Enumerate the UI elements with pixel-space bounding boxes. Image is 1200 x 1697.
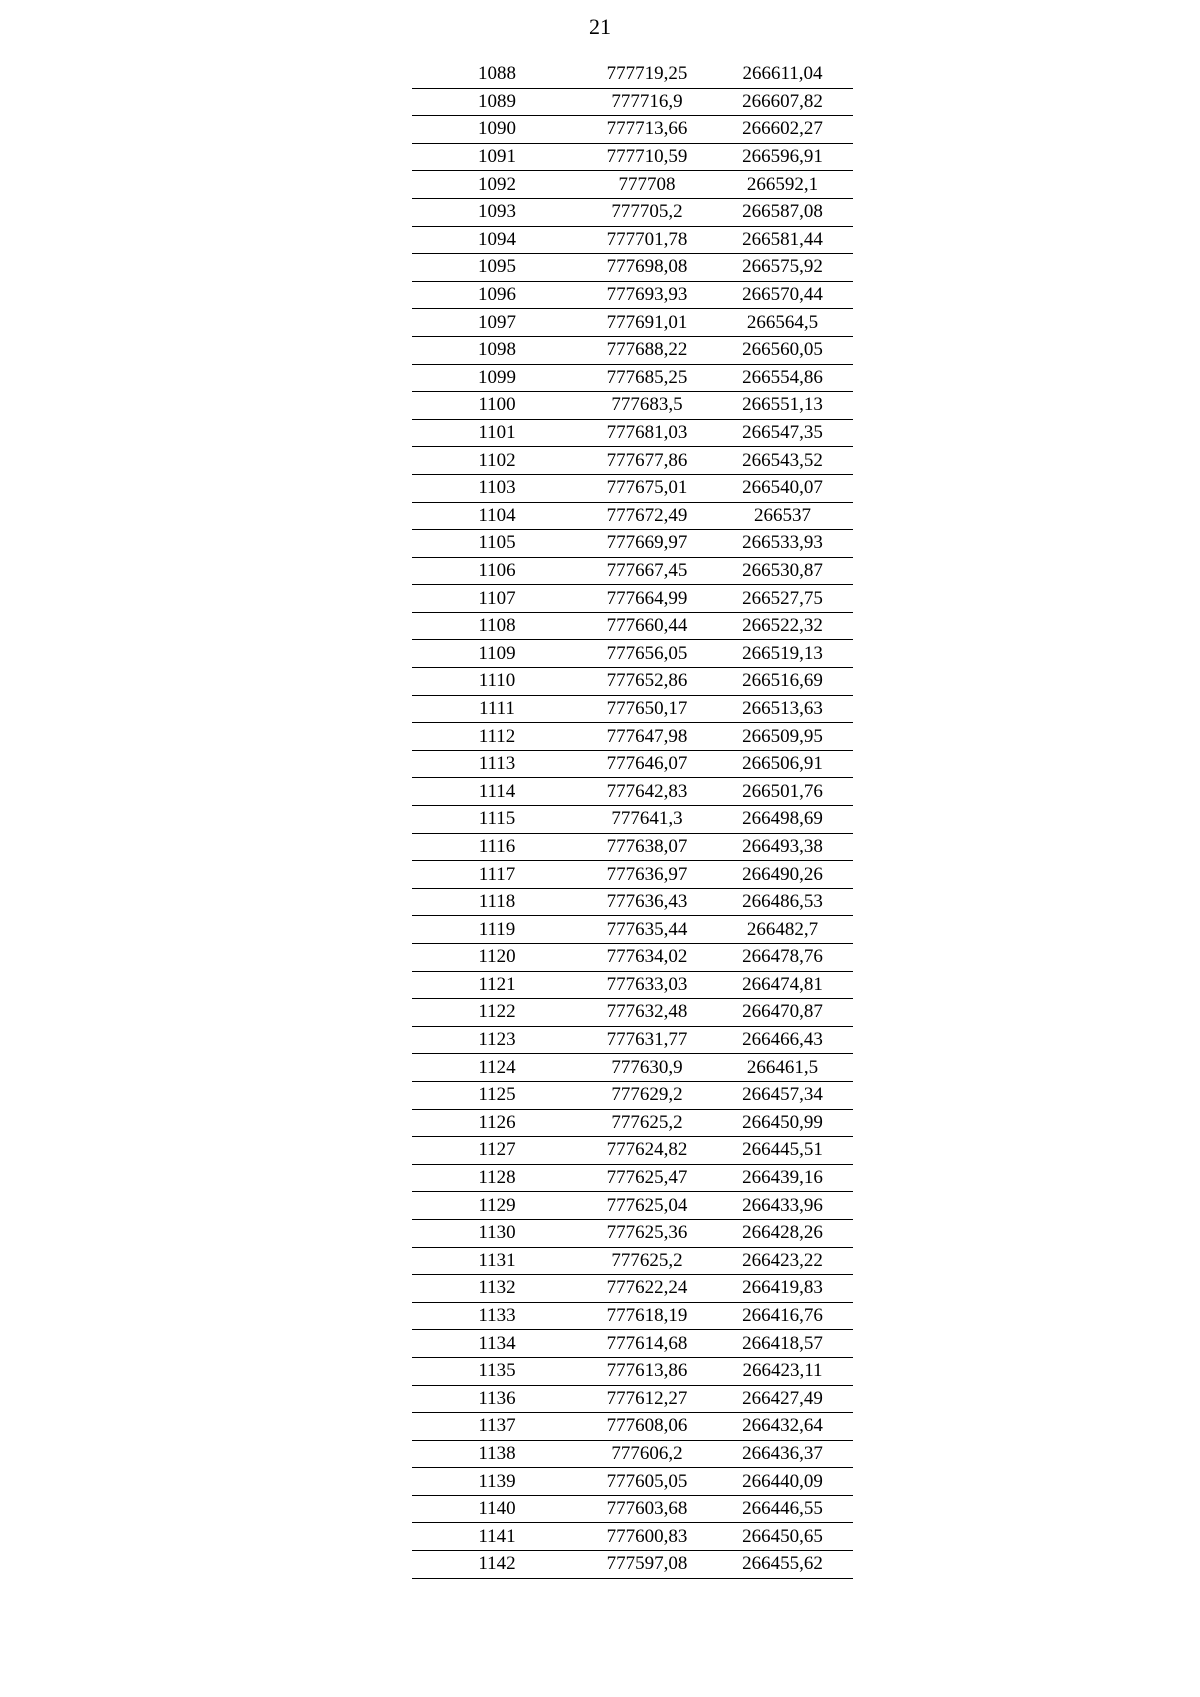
table-row [412, 585, 853, 613]
y-coordinate-cell: 266560,05 [712, 336, 853, 364]
y-coordinate-cell: 266537 [712, 502, 853, 530]
table-row [412, 695, 853, 723]
x-coordinate-cell: 777625,47 [582, 1164, 712, 1192]
table-row [412, 1081, 853, 1109]
table-row [412, 1385, 853, 1413]
point-number-cell: 1130 [412, 1219, 582, 1247]
table-row [412, 281, 853, 309]
y-coordinate-cell: 266564,5 [712, 309, 853, 337]
x-coordinate-cell: 777597,08 [582, 1551, 712, 1579]
y-coordinate-cell: 266446,55 [712, 1495, 853, 1523]
point-number-cell: 1122 [412, 999, 582, 1027]
y-coordinate-cell: 266470,87 [712, 999, 853, 1027]
x-coordinate-cell: 777681,03 [582, 419, 712, 447]
y-coordinate-cell: 266440,09 [712, 1468, 853, 1496]
y-coordinate-cell: 266455,62 [712, 1551, 853, 1579]
point-number-cell: 1120 [412, 944, 582, 972]
x-coordinate-cell: 777646,07 [582, 750, 712, 778]
y-coordinate-cell: 266533,93 [712, 530, 853, 558]
point-number-cell: 1105 [412, 530, 582, 558]
y-coordinate-cell: 266466,43 [712, 1026, 853, 1054]
table-row [412, 778, 853, 806]
table-row [412, 971, 853, 999]
x-coordinate-cell: 777605,05 [582, 1468, 712, 1496]
point-number-cell: 1109 [412, 640, 582, 668]
point-number-cell: 1139 [412, 1468, 582, 1496]
y-coordinate-cell: 266581,44 [712, 226, 853, 254]
table-row [412, 612, 853, 640]
y-coordinate-cell: 266575,92 [712, 254, 853, 282]
point-number-cell: 1129 [412, 1192, 582, 1220]
table-row [412, 1026, 853, 1054]
y-coordinate-cell: 266474,81 [712, 971, 853, 999]
point-number-cell: 1113 [412, 750, 582, 778]
x-coordinate-cell: 777716,9 [582, 88, 712, 116]
x-coordinate-cell: 777669,97 [582, 530, 712, 558]
point-number-cell: 1117 [412, 861, 582, 889]
table-row [412, 888, 853, 916]
x-coordinate-cell: 777633,03 [582, 971, 712, 999]
point-number-cell: 1096 [412, 281, 582, 309]
y-coordinate-cell: 266570,44 [712, 281, 853, 309]
table-row [412, 226, 853, 254]
table-row [412, 116, 853, 144]
table-row [412, 1247, 853, 1275]
table-row [412, 447, 853, 475]
point-number-cell: 1103 [412, 474, 582, 502]
x-coordinate-cell: 777685,25 [582, 364, 712, 392]
y-coordinate-cell: 266439,16 [712, 1164, 853, 1192]
y-coordinate-cell: 266543,52 [712, 447, 853, 475]
table-row [412, 502, 853, 530]
x-coordinate-cell: 777677,86 [582, 447, 712, 475]
y-coordinate-cell: 266498,69 [712, 806, 853, 834]
y-coordinate-cell: 266478,76 [712, 944, 853, 972]
y-coordinate-cell: 266493,38 [712, 833, 853, 861]
point-number-cell: 1090 [412, 116, 582, 144]
point-number-cell: 1110 [412, 668, 582, 696]
table-row [412, 1468, 853, 1496]
x-coordinate-cell: 777683,5 [582, 392, 712, 420]
point-number-cell: 1134 [412, 1330, 582, 1358]
table-row [412, 861, 853, 889]
x-coordinate-cell: 777667,45 [582, 557, 712, 585]
x-coordinate-cell: 777638,07 [582, 833, 712, 861]
point-number-cell: 1141 [412, 1523, 582, 1551]
y-coordinate-cell: 266519,13 [712, 640, 853, 668]
table-row [412, 833, 853, 861]
x-coordinate-cell: 777660,44 [582, 612, 712, 640]
table-row [412, 336, 853, 364]
point-number-cell: 1108 [412, 612, 582, 640]
x-coordinate-cell: 777613,86 [582, 1357, 712, 1385]
page-number: 21 [589, 14, 611, 39]
x-coordinate-cell: 777625,2 [582, 1109, 712, 1137]
point-number-cell: 1126 [412, 1109, 582, 1137]
y-coordinate-cell: 266482,7 [712, 916, 853, 944]
table-row [412, 1551, 853, 1579]
table-row [412, 1192, 853, 1220]
table-row [412, 254, 853, 282]
x-coordinate-cell: 777614,68 [582, 1330, 712, 1358]
x-coordinate-cell: 777719,25 [582, 61, 712, 88]
point-number-cell: 1107 [412, 585, 582, 613]
point-number-cell: 1104 [412, 502, 582, 530]
point-number-cell: 1140 [412, 1495, 582, 1523]
x-coordinate-cell: 777612,27 [582, 1385, 712, 1413]
x-coordinate-cell: 777642,83 [582, 778, 712, 806]
table-row [412, 1137, 853, 1165]
y-coordinate-cell: 266554,86 [712, 364, 853, 392]
x-coordinate-cell: 777705,2 [582, 198, 712, 226]
x-coordinate-cell: 777625,36 [582, 1219, 712, 1247]
table-row [412, 806, 853, 834]
point-number-cell: 1142 [412, 1551, 582, 1579]
x-coordinate-cell: 777634,02 [582, 944, 712, 972]
y-coordinate-cell: 266596,91 [712, 143, 853, 171]
x-coordinate-cell: 777629,2 [582, 1081, 712, 1109]
table-row [412, 1054, 853, 1082]
x-coordinate-cell: 777713,66 [582, 116, 712, 144]
point-number-cell: 1094 [412, 226, 582, 254]
table-row [412, 1523, 853, 1551]
y-coordinate-cell: 266587,08 [712, 198, 853, 226]
table-row [412, 999, 853, 1027]
x-coordinate-cell: 777708 [582, 171, 712, 199]
point-number-cell: 1095 [412, 254, 582, 282]
y-coordinate-cell: 266416,76 [712, 1302, 853, 1330]
table-row [412, 1440, 853, 1468]
point-number-cell: 1092 [412, 171, 582, 199]
point-number-cell: 1099 [412, 364, 582, 392]
point-number-cell: 1112 [412, 723, 582, 751]
point-number-cell: 1125 [412, 1081, 582, 1109]
table-row [412, 171, 853, 199]
point-number-cell: 1118 [412, 888, 582, 916]
table-row [412, 1330, 853, 1358]
x-coordinate-cell: 777710,59 [582, 143, 712, 171]
point-number-cell: 1116 [412, 833, 582, 861]
x-coordinate-cell: 777603,68 [582, 1495, 712, 1523]
point-number-cell: 1111 [412, 695, 582, 723]
x-coordinate-cell: 777625,2 [582, 1247, 712, 1275]
table-row [412, 1275, 853, 1303]
table-row [412, 944, 853, 972]
point-number-cell: 1132 [412, 1275, 582, 1303]
point-number-cell: 1115 [412, 806, 582, 834]
point-number-cell: 1119 [412, 916, 582, 944]
point-number-cell: 1128 [412, 1164, 582, 1192]
y-coordinate-cell: 266461,5 [712, 1054, 853, 1082]
point-number-cell: 1136 [412, 1385, 582, 1413]
y-coordinate-cell: 266509,95 [712, 723, 853, 751]
y-coordinate-cell: 266486,53 [712, 888, 853, 916]
x-coordinate-cell: 777632,48 [582, 999, 712, 1027]
y-coordinate-cell: 266522,32 [712, 612, 853, 640]
point-number-cell: 1114 [412, 778, 582, 806]
y-coordinate-cell: 266592,1 [712, 171, 853, 199]
x-coordinate-cell: 777631,77 [582, 1026, 712, 1054]
point-number-cell: 1121 [412, 971, 582, 999]
table-row [412, 557, 853, 585]
x-coordinate-cell: 777608,06 [582, 1413, 712, 1441]
y-coordinate-cell: 266551,13 [712, 392, 853, 420]
table-row [412, 364, 853, 392]
y-coordinate-cell: 266423,22 [712, 1247, 853, 1275]
x-coordinate-cell: 777675,01 [582, 474, 712, 502]
x-coordinate-cell: 777624,82 [582, 1137, 712, 1165]
x-coordinate-cell: 777691,01 [582, 309, 712, 337]
x-coordinate-cell: 777636,43 [582, 888, 712, 916]
y-coordinate-cell: 266433,96 [712, 1192, 853, 1220]
table-row [412, 640, 853, 668]
y-coordinate-cell: 266418,57 [712, 1330, 853, 1358]
y-coordinate-cell: 266457,34 [712, 1081, 853, 1109]
x-coordinate-cell: 777698,08 [582, 254, 712, 282]
table-row [412, 1495, 853, 1523]
point-number-cell: 1101 [412, 419, 582, 447]
point-number-cell: 1137 [412, 1413, 582, 1441]
table-row [412, 198, 853, 226]
x-coordinate-cell: 777618,19 [582, 1302, 712, 1330]
table-row [412, 1413, 853, 1441]
table-row [412, 419, 853, 447]
x-coordinate-cell: 777693,93 [582, 281, 712, 309]
y-coordinate-cell: 266607,82 [712, 88, 853, 116]
table-row [412, 1219, 853, 1247]
point-number-cell: 1106 [412, 557, 582, 585]
y-coordinate-cell: 266450,99 [712, 1109, 853, 1137]
x-coordinate-cell: 777625,04 [582, 1192, 712, 1220]
x-coordinate-cell: 777650,17 [582, 695, 712, 723]
point-number-cell: 1089 [412, 88, 582, 116]
point-number-cell: 1123 [412, 1026, 582, 1054]
y-coordinate-cell: 266506,91 [712, 750, 853, 778]
point-number-cell: 1135 [412, 1357, 582, 1385]
point-number-cell: 1131 [412, 1247, 582, 1275]
table-row [412, 530, 853, 558]
x-coordinate-cell: 777701,78 [582, 226, 712, 254]
table-row [412, 143, 853, 171]
y-coordinate-cell: 266530,87 [712, 557, 853, 585]
table-row [412, 474, 853, 502]
y-coordinate-cell: 266450,65 [712, 1523, 853, 1551]
table-row [412, 723, 853, 751]
x-coordinate-cell: 777600,83 [582, 1523, 712, 1551]
x-coordinate-cell: 777672,49 [582, 502, 712, 530]
point-number-cell: 1093 [412, 198, 582, 226]
y-coordinate-cell: 266432,64 [712, 1413, 853, 1441]
point-number-cell: 1102 [412, 447, 582, 475]
coordinates-table-body [412, 61, 853, 1578]
x-coordinate-cell: 777635,44 [582, 916, 712, 944]
table-row [412, 1164, 853, 1192]
point-number-cell: 1088 [412, 61, 582, 88]
y-coordinate-cell: 266501,76 [712, 778, 853, 806]
y-coordinate-cell: 266428,26 [712, 1219, 853, 1247]
y-coordinate-cell: 266516,69 [712, 668, 853, 696]
x-coordinate-cell: 777688,22 [582, 336, 712, 364]
x-coordinate-cell: 777656,05 [582, 640, 712, 668]
y-coordinate-cell: 266602,27 [712, 116, 853, 144]
point-number-cell: 1127 [412, 1137, 582, 1165]
y-coordinate-cell: 266436,37 [712, 1440, 853, 1468]
table-row [412, 916, 853, 944]
y-coordinate-cell: 266527,75 [712, 585, 853, 613]
table-row [412, 61, 853, 88]
x-coordinate-cell: 777606,2 [582, 1440, 712, 1468]
x-coordinate-cell: 777652,86 [582, 668, 712, 696]
point-number-cell: 1100 [412, 392, 582, 420]
point-number-cell: 1133 [412, 1302, 582, 1330]
y-coordinate-cell: 266540,07 [712, 474, 853, 502]
y-coordinate-cell: 266547,35 [712, 419, 853, 447]
point-number-cell: 1098 [412, 336, 582, 364]
table-row [412, 668, 853, 696]
x-coordinate-cell: 777647,98 [582, 723, 712, 751]
x-coordinate-cell: 777641,3 [582, 806, 712, 834]
table-row [412, 1302, 853, 1330]
table-row [412, 1357, 853, 1385]
y-coordinate-cell: 266490,26 [712, 861, 853, 889]
x-coordinate-cell: 777664,99 [582, 585, 712, 613]
y-coordinate-cell: 266445,51 [712, 1137, 853, 1165]
y-coordinate-cell: 266427,49 [712, 1385, 853, 1413]
x-coordinate-cell: 777622,24 [582, 1275, 712, 1303]
coordinates-table [412, 61, 853, 1579]
y-coordinate-cell: 266419,83 [712, 1275, 853, 1303]
point-number-cell: 1097 [412, 309, 582, 337]
table-row [412, 1109, 853, 1137]
table-row [412, 309, 853, 337]
point-number-cell: 1091 [412, 143, 582, 171]
table-row [412, 88, 853, 116]
x-coordinate-cell: 777636,97 [582, 861, 712, 889]
table-row [412, 750, 853, 778]
point-number-cell: 1124 [412, 1054, 582, 1082]
x-coordinate-cell: 777630,9 [582, 1054, 712, 1082]
y-coordinate-cell: 266513,63 [712, 695, 853, 723]
y-coordinate-cell: 266423,11 [712, 1357, 853, 1385]
y-coordinate-cell: 266611,04 [712, 61, 853, 88]
point-number-cell: 1138 [412, 1440, 582, 1468]
table-row [412, 392, 853, 420]
